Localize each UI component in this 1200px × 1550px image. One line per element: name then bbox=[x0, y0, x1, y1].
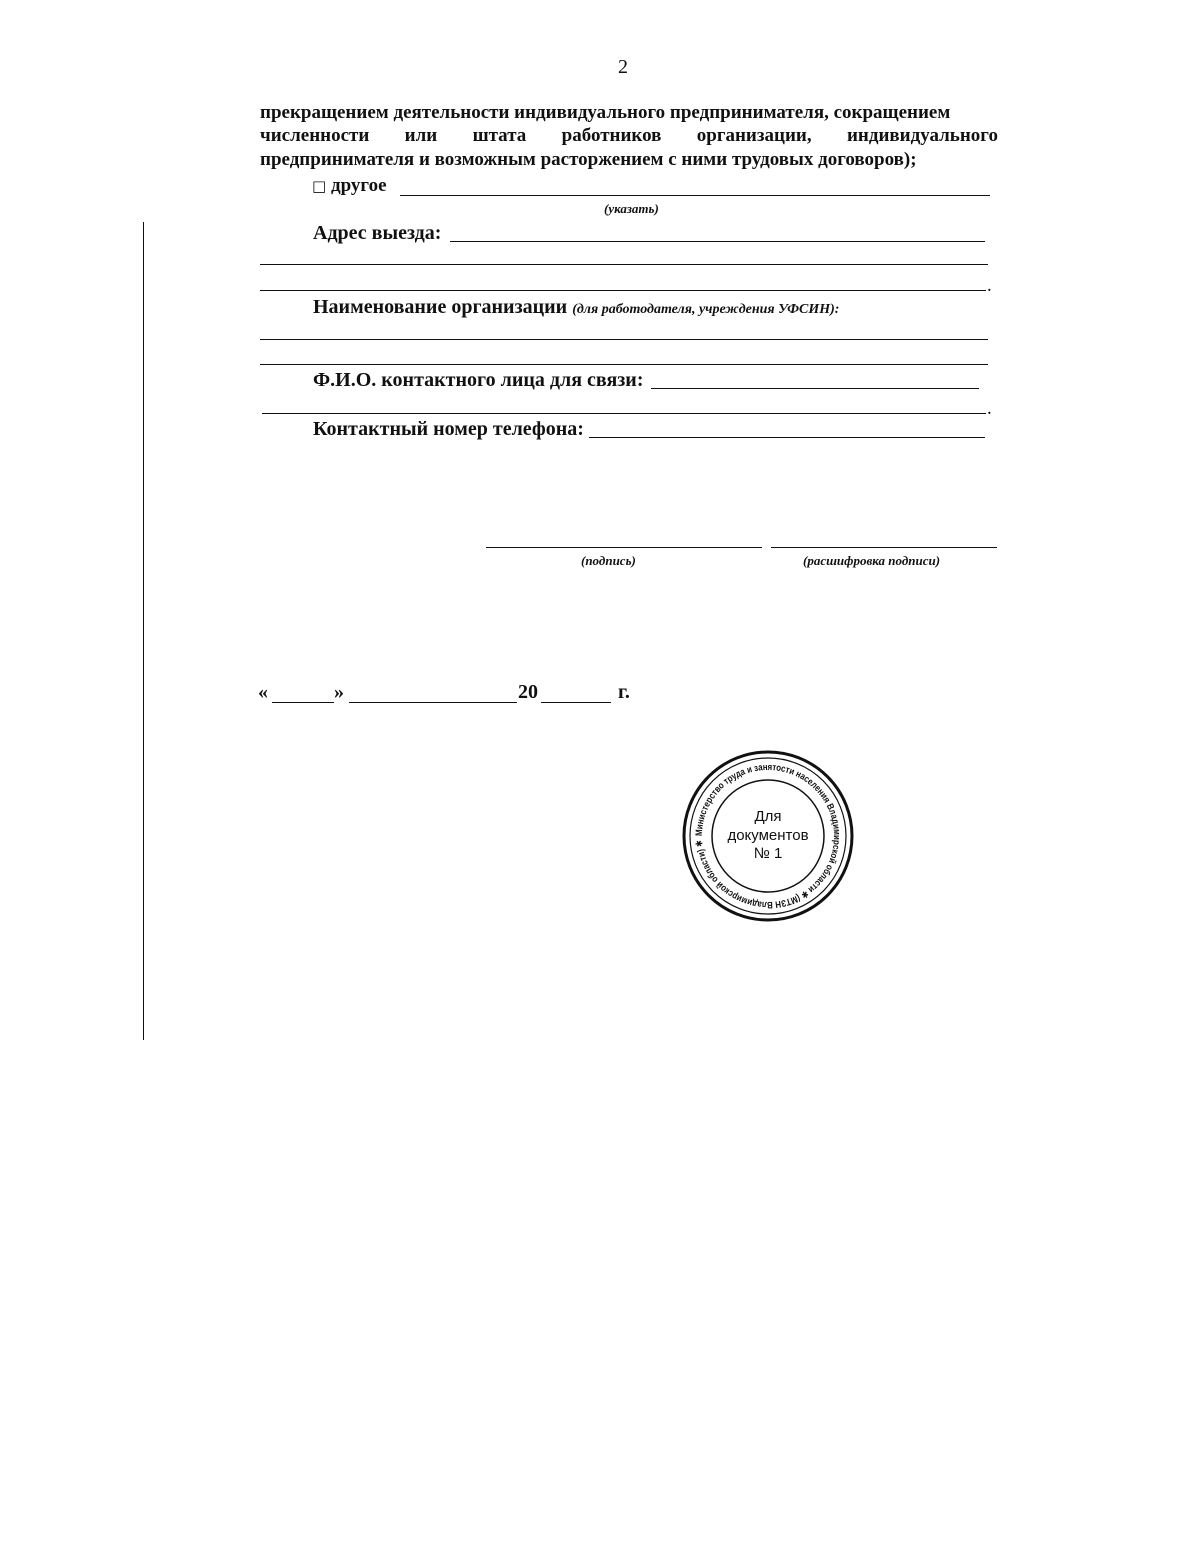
stamp-line-2: документов bbox=[727, 827, 809, 844]
paragraph-word: индивидуального bbox=[846, 125, 998, 146]
contact-person-line-2[interactable] bbox=[262, 413, 986, 414]
signature-decoding-caption: (расшифровка подписи) bbox=[803, 553, 941, 568]
paragraph-word: или bbox=[404, 125, 438, 146]
contact-person-line-1[interactable] bbox=[651, 388, 979, 389]
other-hint: (указать) bbox=[604, 201, 659, 216]
organization-line-1[interactable] bbox=[260, 339, 988, 340]
departure-address-label: Адрес выезда: bbox=[313, 222, 442, 244]
date-open-quote: « bbox=[258, 681, 268, 703]
paragraph-word: штата bbox=[472, 125, 527, 146]
organization-label-text: Наименование организации bbox=[313, 296, 568, 318]
date-month-line[interactable] bbox=[349, 702, 517, 703]
paragraph-word: организации, bbox=[696, 125, 812, 146]
paragraph-word: численности bbox=[260, 125, 370, 146]
document-stamp bbox=[678, 748, 858, 924]
contact-person-label: Ф.И.О. контактного лица для связи: bbox=[313, 369, 644, 391]
date-century: 20 bbox=[518, 681, 538, 703]
other-checkbox[interactable]: □ bbox=[312, 177, 327, 195]
departure-address-line-3[interactable] bbox=[260, 290, 986, 291]
page-number: 2 bbox=[618, 56, 628, 78]
other-label: другое bbox=[331, 175, 387, 196]
departure-address-line-1[interactable] bbox=[450, 241, 985, 242]
contact-person-period: . bbox=[987, 398, 992, 419]
departure-address-line-2[interactable] bbox=[260, 264, 988, 265]
signature-line[interactable] bbox=[486, 547, 762, 548]
stamp-line-1: Для bbox=[754, 808, 782, 825]
organization-hint: (для работодателя, учреждения УФСИН): bbox=[572, 302, 840, 317]
departure-address-period: . bbox=[987, 275, 992, 296]
paragraph-line-2 bbox=[260, 124, 998, 147]
paragraph-line-1: прекращением деятельности индивидуального предпринимателя, сокращением bbox=[260, 102, 951, 123]
date-year-suffix: г. bbox=[618, 681, 630, 703]
date-year-line[interactable] bbox=[541, 702, 611, 703]
organization-line-2[interactable] bbox=[260, 364, 988, 365]
paragraph-word: работников bbox=[561, 125, 662, 146]
paragraph-line-3: предпринимателя и возможным расторжением с ними трудовых договоров); bbox=[260, 149, 917, 170]
organization-label bbox=[313, 296, 839, 321]
signature-decoding-line[interactable] bbox=[771, 547, 997, 548]
margin-line bbox=[143, 222, 144, 1040]
contact-phone-label: Контактный номер телефона: bbox=[313, 418, 584, 440]
date-day-line[interactable] bbox=[272, 702, 334, 703]
contact-phone-line[interactable] bbox=[589, 437, 985, 438]
other-input-line[interactable] bbox=[400, 195, 990, 196]
signature-caption: (подпись) bbox=[581, 553, 636, 568]
date-close-quote: » bbox=[334, 681, 344, 703]
stamp-line-3: № 1 bbox=[753, 845, 783, 862]
stamp-ring-text: Министерство труда и занятости населения Владимирской области ✱ (МТЗН Владимирской области) ✱ bbox=[693, 761, 843, 911]
